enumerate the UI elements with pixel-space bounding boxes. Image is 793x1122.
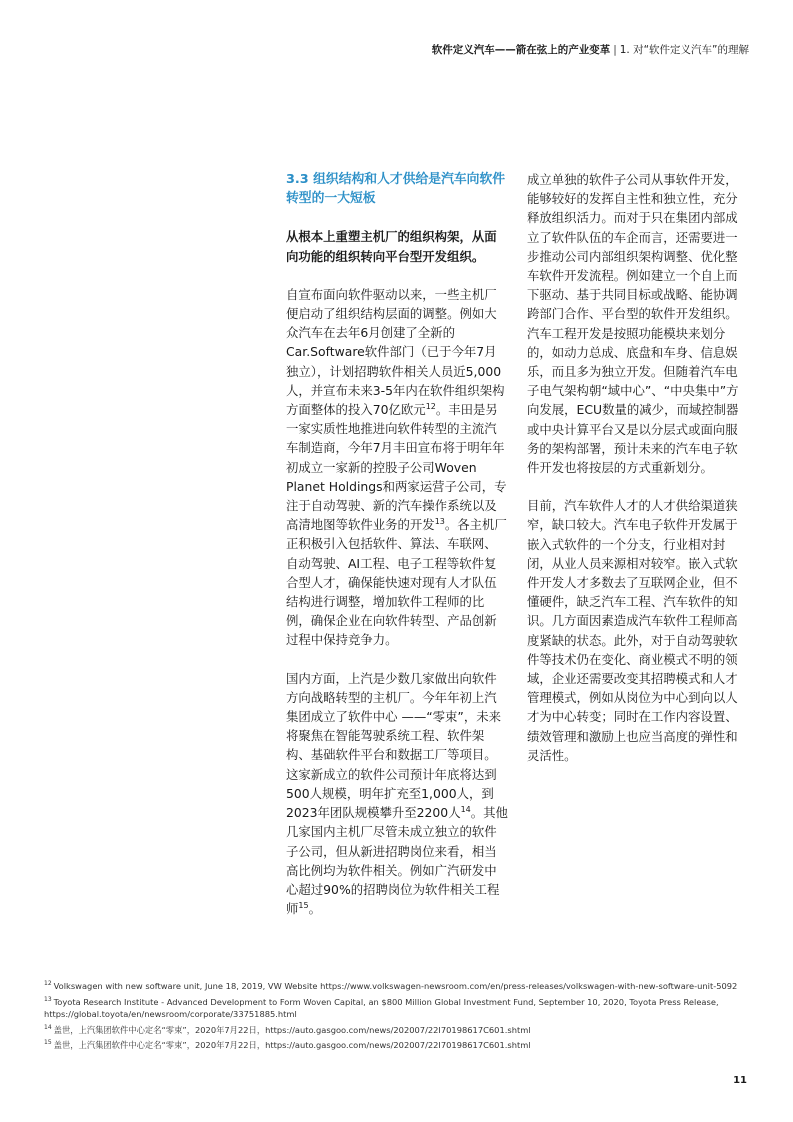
- right-column: [527, 170, 749, 784]
- paragraph-domestic: [286, 669, 508, 919]
- footnote-text: 盖世，上汽集团软件中心定名“零束”，2020年7月22日，https://auto.gasgoo.com/news/202007/22I70198617C601.shtml: [53, 1024, 531, 1035]
- footnote-ref-14[interactable]: 14: [460, 804, 471, 814]
- footnote-number: 13: [44, 995, 52, 1003]
- paragraph-text: 。其他几家国内主机厂尽管未成立独立的软件子公司，但从新进招聘岗位来看，相当高比例均为软件相关。例如广汽研发中心超过90%的招聘岗位为软件相关工程师: [286, 805, 508, 917]
- section-lead: 从根本上重塑主机厂的组织构架，从面向功能的组织转向平台型开发组织。: [286, 229, 497, 264]
- footnote-12: [44, 980, 744, 993]
- footnotes: [44, 980, 744, 1055]
- header-chapter-title: 1. 对“软件定义汽车”的理解: [619, 44, 749, 56]
- paragraph-text: 国内方面，上汽是少数几家做出向软件方向战略转型的主机厂。今年年初上汽集团成立了软件中心 ——“零束”，未来将聚焦在智能驾驶系统工程、软件架构、基础软件平台和数据工厂等项目。这家新成立的软件公司预计年底将达到500人规模，明年扩充至1,000人，到2023年团队规模攀升至2200人: [286, 670, 502, 821]
- header-report-title: 软件定义汽车——箭在弦上的产业变革: [431, 44, 611, 56]
- paragraph-text: 自宣布面向软件驱动以来，一些主机厂便启动了组织结构层面的调整。例如大众汽车在去年6月创建了全新的Car.Software软件部门（已于今年7月独立），计划招聘软件相关人员近5,000人，并宣布未来3-5年内在软件组织架构方面整体的投入70亿欧元: [286, 286, 505, 418]
- section-title: 3.3 组织结构和人才供给是汽车向软件转型的一大短板: [286, 172, 506, 207]
- paragraph-text: 。丰田是另一家实质性地推进向软件转型的主流汽车制造商，今年7月丰田宣布将于明年年初成立一家新的控股子公司Woven Planet Holdings和两家运营子公司，专注于自动驾驶、新的汽车操作系统以及高清地图等软件业务的开发: [286, 402, 507, 533]
- paragraph-text: 。: [308, 901, 321, 917]
- footnote-number: 14: [44, 1023, 52, 1031]
- paragraph-talent-supply: 目前，汽车软件人才的人才供给渠道狭窄，缺口较大。汽车电子软件开发属于嵌入式软件的一个分支，行业相对封闭，从业人员来源相对较窄。嵌入式软件开发人才多数去了互联网企业，但不懂硬件，缺乏汽车工程、汽车软件的知识。几方面因素造成汽车软件工程师高度紧缺的状态。此外，对于自动驾驶软件等技术仍在变化、商业模式不明的领域，企业还需要改变其招聘模式和人才管理模式，例如从岗位为中心到向以人才为中心转变；同时在工作内容设置、绩效管理和激励上也应当高度的弹性和灵活性。: [527, 498, 738, 763]
- footnote-ref-13[interactable]: 13: [434, 517, 445, 527]
- footnote-15: [44, 1039, 744, 1052]
- header-separator: |: [613, 44, 617, 56]
- running-header: [432, 42, 749, 57]
- footnote-14: [44, 1024, 744, 1037]
- footnote-ref-12[interactable]: 12: [425, 401, 436, 411]
- page-number: 11: [733, 1075, 747, 1086]
- left-column: [286, 170, 508, 937]
- paragraph-org-restructure: [286, 285, 508, 650]
- footnote-number: 15: [44, 1039, 52, 1047]
- footnote-ref-15[interactable]: 15: [298, 900, 309, 910]
- footnote-text: Volkswagen with new software unit, June 18, 2019, VW Website https://www.volkswagen-newsroom.com/en/press-releases/volkswagen-with-new-software-unit-5092: [53, 981, 738, 991]
- footnote-13: [44, 996, 744, 1021]
- footnote-text: 盖世，上汽集团软件中心定名“零束”，2020年7月22日，https://auto.gasgoo.com/news/202007/22I70198617C601.shtml: [53, 1040, 531, 1050]
- footnote-number: 12: [44, 980, 52, 988]
- paragraph-software-subsidiary: 成立单独的软件子公司从事软件开发，能够较好的发挥自主性和独立性，充分释放组织活力。而对于只在集团内部成立了软件队伍的车企而言，还需要进一步推动公司内部组织架构调整、优化整车软件开发流程。例如建立一个自上而下驱动、基于共同目标或战略、能协调跨部门合作、平台型的软件开发组织。汽车工程开发是按照功能模块来划分的，如动力总成、底盘和车身、信息娱乐，而且多为独立开发。但随着汽车电子电气架构朝“域中心”、“中央集中”方向发展，ECU数量的减少，而域控制器或中央计算平台又是以分层式或面向服务的架构部署，预计未来的汽车电子软件开发也将按层的方式重新划分。: [527, 172, 739, 476]
- footnote-text: Toyota Research Institute - Advanced Development to Form Woven Capital, an $800 Million Global Investment Fund, September 10, 2020, Toyota Press Release, https://global.toyota/en/newsroom/corporate/33751885.html: [44, 996, 719, 1019]
- paragraph-text: 。各主机厂正积极引入包括软件、算法、车联网、自动驾驶、AI工程、电子工程等软件复合型人才，确保能快速对现有人才队伍结构进行调整，增加软件工程师的比例，确保企业在向软件转型、产品创新过程中保持竞争力。: [286, 517, 507, 648]
